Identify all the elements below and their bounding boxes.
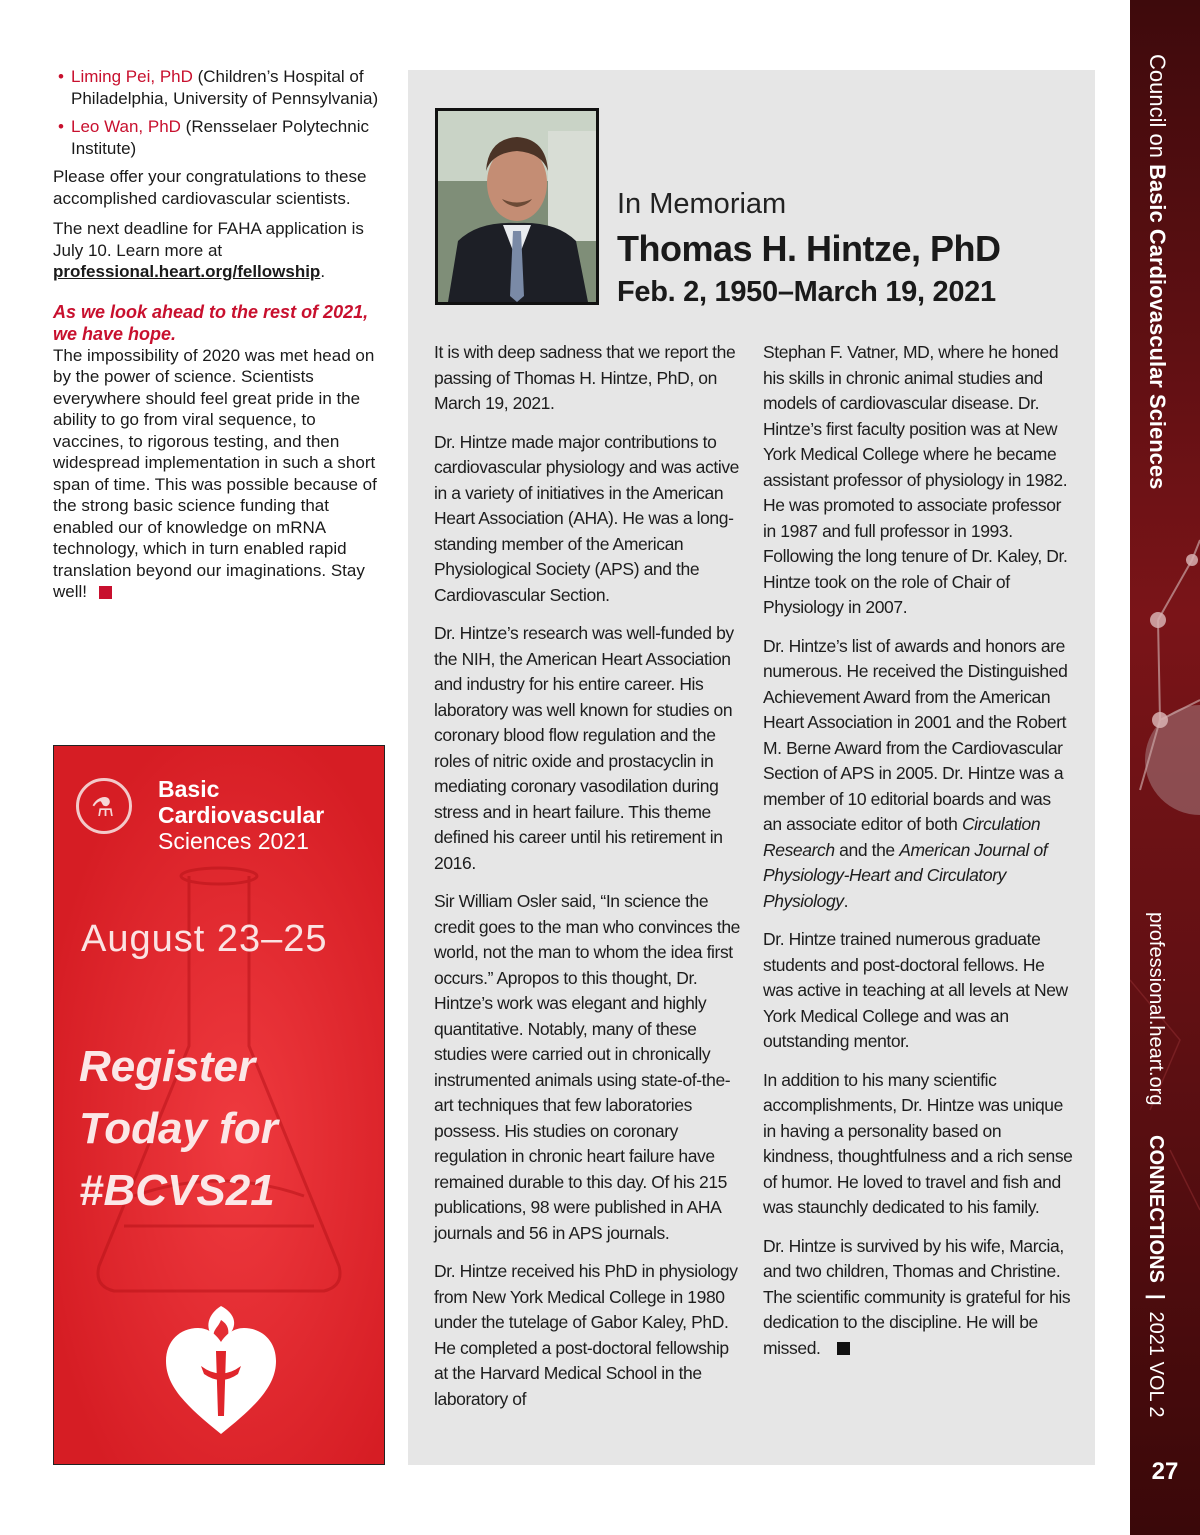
congrats-text: Please offer your congratulations to these accomplished cardiovascular scientists. <box>53 167 367 208</box>
paragraph: It is with deep sadness that we report the passing of Thomas H. Hintze, PhD, on March 19, 2021. <box>434 342 736 413</box>
publication-name: CONNECTIONS <box>1145 1135 1167 1283</box>
closing-text: Dr. Hintze is survived by his wife, Marcia, and two children, Thomas and Christine. The scientific community is grateful for his dedication to the discipline. He will be missed. <box>763 1235 1071 1358</box>
cta-line: Register <box>79 1042 256 1091</box>
ad-title-line: Cardiovascular <box>158 802 325 828</box>
fellow-name: Leo Wan, PhD <box>71 117 181 136</box>
fellow-list <box>53 66 388 159</box>
portrait-photo <box>435 108 599 305</box>
paragraph: Dr. Hintze’s research was well-funded by the NIH, the American Heart Association and industry for his entire career. His laboratory was well known for studies on coronary blood flow regulation and the roles of nitric oxide and prostacyclin in mediating coronary vasodilation during stress and in heart failure. This theme defined his career until his retirement in 2016. <box>434 623 734 873</box>
ad-title-line: Basic <box>158 776 220 802</box>
flask-icon: ⚗ <box>91 792 115 822</box>
paragraph: In addition to his many scientific accomplishments, Dr. Hintze was unique in having a personality based on kindness, thoughtfulness and a rich sense of humor. He loved to travel and fish and was staunchly dedicated to his family. <box>763 1069 1073 1217</box>
awards-text: . <box>843 890 849 911</box>
ad-dates: August 23–25 <box>81 918 328 960</box>
council-prefix: Council on <box>1145 54 1170 165</box>
end-mark-icon <box>837 1342 850 1355</box>
paragraph: Dr. Hintze received his PhD in physiology from New York Medical College in 1980 under the tutelage of Gabor Kaley, PhD. He completed a post-doctoral fellowship at the Harvard Medical School in the laboratory of <box>434 1261 738 1409</box>
cta-line: #BCVS21 <box>79 1166 275 1215</box>
page-number: 27 <box>1151 1458 1179 1485</box>
hope-body: The impossibility of 2020 was met head on by the power of science. Scientists everywhere should feel great pride in the ability to go from viral sequence, to vaccines, to rigorous testing, and then widespread implementation in such a short span of time. This was possible because of the strong basic science funding that enabled our of knowledge on mRNA technology, which in turn enabled rapid translation beyond our imaginations. Stay well! <box>53 345 377 601</box>
list-item <box>53 66 388 109</box>
memoriam-kicker: In Memoriam <box>617 188 787 220</box>
issue-label: 2021 VOL 2 <box>1145 1311 1167 1418</box>
council-name: Basic Cardiovascular Sciences <box>1145 164 1170 490</box>
heart-torch-logo-icon <box>166 1306 276 1436</box>
separator: | <box>1145 1294 1167 1300</box>
paragraph: Stephan F. Vatner, MD, where he honed his skills in chronic animal studies and models of cardiovascular disease. Dr. Hintze’s first faculty position was at New York Medical College where he became assistant professor of physiology in 1982. He was promoted to associate professor in 1987 and full professor in 1993. Following the long tenure of Dr. Kaley, Dr. Hintze took on the role of Chair of Physiology in 2007. <box>763 342 1068 617</box>
end-mark-icon <box>99 586 112 599</box>
memoriam-dates: Feb. 2, 1950–March 19, 2021 <box>617 276 996 308</box>
memoriam-name: Thomas H. Hintze, PhD <box>617 228 1001 269</box>
fellow-affiliation: (Children’s Hospital of Philadelphia, University of Pennsylvania) <box>71 67 379 108</box>
paragraph: Dr. Hintze made major contributions to cardiovascular physiology and was active in a variety of initiatives in the American Heart Association (AHA). He was a long-standing member of the American Physiological Society (APS) and the Cardiovascular Section. <box>434 431 739 605</box>
awards-text: and the <box>834 839 900 860</box>
ad-title <box>158 776 324 854</box>
paragraph: Sir William Osler said, “In science the credit goes to the man who convinces the world, not the man to whom the idea first occurs.” Apropos to this thought, Dr. Hintze’s work was elegant and highly quantitative. Notably, many of these studies were carried out in chronically instrumented animals using state-of-the-art techniques that few laboratories possess. His studies on coronary regulation in chronic heart failure have remained durable to this day. Of his 215 publications, 98 were published in AHA journals and 56 in APS journals. <box>434 891 740 1243</box>
journal-title: Circulation Research <box>763 814 1041 860</box>
portrait-image <box>438 111 596 302</box>
website-url[interactable]: professional.heart.org <box>1145 912 1167 1106</box>
bullet-icon: • <box>58 67 64 86</box>
deadline-paragraph <box>53 218 388 283</box>
list-item <box>53 116 388 159</box>
deadline-text: The next deadline for FAHA application is July 10. Learn more at <box>53 219 364 260</box>
deadline-end: . <box>320 262 326 281</box>
journal-title: American Journal of Physiology-Heart and Circulatory Physiology <box>763 839 1048 911</box>
left-column <box>53 66 388 612</box>
ad-title-line: Sciences 2021 <box>158 828 309 854</box>
publication-label <box>1144 912 1167 1418</box>
fellow-affiliation: (Rensselaer Polytechnic Institute) <box>71 117 369 158</box>
cta-line: Today for <box>79 1104 278 1153</box>
awards-paragraph <box>763 634 1073 915</box>
hope-paragraph <box>53 345 388 603</box>
awards-text: Dr. Hintze’s list of awards and honors are numerous. He received the Distinguished Achievement Award from the American Heart Association in 2001 and the Robert M. Berne Award from the Cardiovascular Section of APS in 2005. Dr. Hintze was a member of 10 editorial boards and was an associate editor of both <box>763 635 1068 834</box>
fellow-name: Liming Pei, PhD <box>71 67 193 86</box>
paragraph: Dr. Hintze trained numerous graduate students and post-doctoral fellows. He was active in teaching at all levels at New York Medical College and was an outstanding mentor. <box>763 929 1068 1051</box>
bcvs-ad[interactable] <box>53 745 385 1465</box>
hope-heading: As we look ahead to the rest of 2021, we have hope. <box>53 301 369 344</box>
memoriam-column-2 <box>763 340 1073 1374</box>
closing-paragraph <box>763 1234 1073 1362</box>
council-label <box>1144 54 1170 489</box>
bullet-icon: • <box>58 117 64 136</box>
memoriam-column-1 <box>434 340 746 1425</box>
fellowship-link[interactable]: professional.heart.org/fellowship <box>53 262 321 281</box>
ad-call-to-action[interactable] <box>79 1036 278 1222</box>
